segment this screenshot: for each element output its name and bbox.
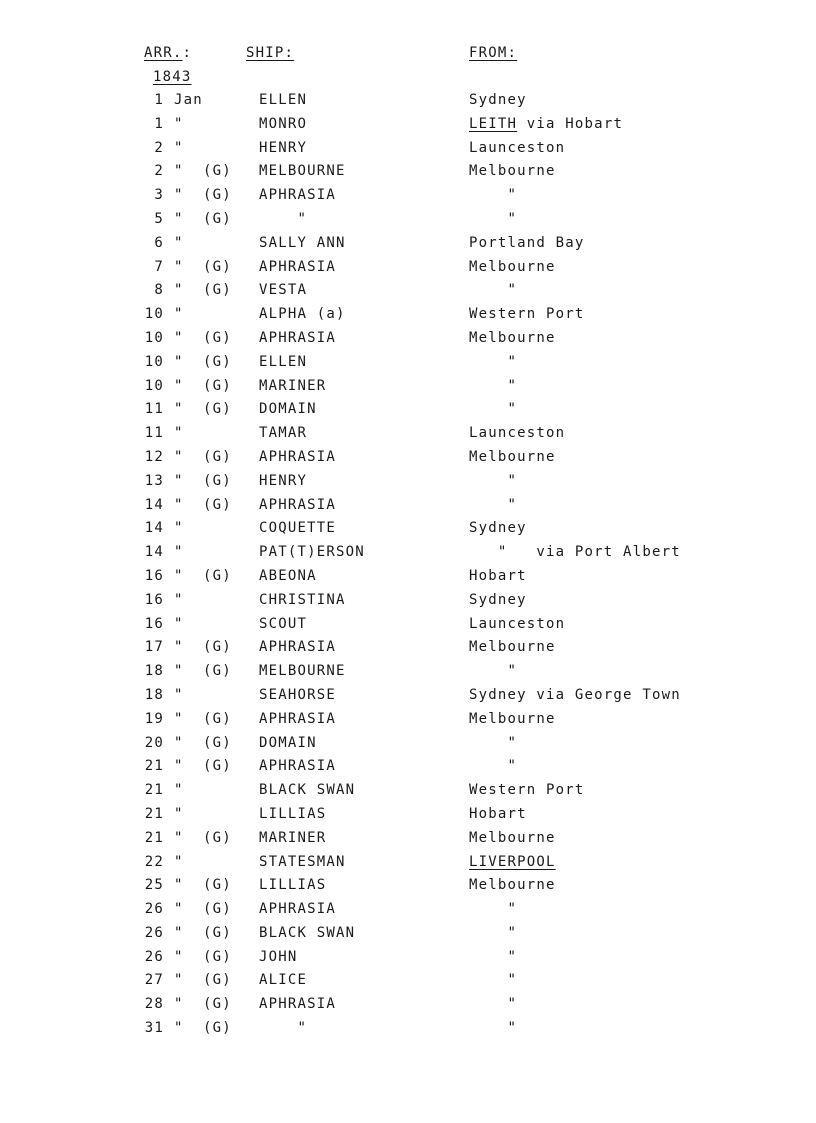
from-port-text: Launceston [469, 139, 566, 156]
ship-name: ABEONA [259, 567, 317, 584]
from-port [469, 638, 556, 656]
from-port [469, 853, 556, 871]
header-ship: SHIP: [246, 45, 295, 61]
arrival-row [0, 686, 816, 710]
from-port-text: " [469, 187, 518, 204]
arrival-g-marker: (G) [203, 877, 232, 894]
arrival-row [0, 876, 816, 900]
from-port [469, 115, 623, 133]
from-port-text: Portland Bay [469, 234, 585, 251]
arrival-month: " [174, 163, 184, 180]
arrival-month: " [174, 448, 184, 465]
from-port [469, 258, 556, 276]
arrival-row [0, 162, 816, 186]
from-port [469, 757, 517, 775]
arrival-day: 26 [144, 948, 164, 965]
arrival-g-marker: (G) [203, 163, 232, 180]
arrival-month: Jan [174, 92, 203, 108]
arrival-day: 1 [154, 115, 164, 132]
ship-name: STATESMAN [259, 853, 346, 870]
from-port-text: " [469, 496, 518, 513]
from-port-text: " [469, 924, 518, 941]
from-port [469, 615, 565, 633]
arrival-row [0, 400, 816, 424]
from-port [469, 305, 585, 323]
arrival-row [0, 305, 816, 329]
arrival-row [0, 948, 816, 972]
from-port-text: " [469, 996, 518, 1013]
arrival-g-marker: (G) [203, 901, 232, 918]
ship-name: CHRISTINA [259, 591, 346, 608]
arrival-day: 21 [144, 805, 164, 822]
arrival-row [0, 734, 816, 758]
from-port-text: " [469, 472, 518, 489]
arrival-g-marker: (G) [203, 353, 232, 370]
arrival-day: 14 [144, 544, 164, 561]
from-port [469, 829, 556, 847]
from-port-text: " [469, 1020, 518, 1037]
arrival-row [0, 805, 816, 829]
from-port-text: Western Port [469, 306, 585, 323]
from-port [469, 424, 565, 442]
arrival-day: 10 [144, 329, 164, 346]
arrival-g-marker: (G) [203, 1020, 232, 1037]
from-port-text: Launceston [469, 615, 566, 632]
arrival-month: " [174, 282, 184, 299]
arrival-month: " [174, 520, 184, 537]
ship-name: ELLEN [259, 353, 308, 370]
ship-name: APHRASIA [259, 448, 337, 465]
ship-name: APHRASIA [259, 187, 337, 204]
arrival-month: " [174, 567, 184, 584]
ship-name: MELBOURNE [259, 663, 346, 680]
header-from: FROM: [469, 45, 518, 61]
from-port [469, 329, 556, 347]
from-port-text: Sydney via George Town [469, 686, 681, 703]
arrival-g-marker: (G) [203, 924, 232, 941]
arrival-row [0, 710, 816, 734]
arrival-day: 18 [144, 686, 164, 703]
arrival-g-marker: (G) [203, 187, 232, 204]
ship-name: APHRASIA [259, 710, 337, 727]
from-port [469, 496, 517, 514]
ship-name: HENRY [259, 139, 308, 156]
arrival-day: 21 [144, 782, 164, 799]
from-port [469, 519, 527, 537]
ship-name: APHRASIA [259, 996, 337, 1013]
ship-name: LILLIAS [259, 805, 327, 822]
ship-name: MARINER [259, 377, 327, 394]
from-port-text: " [469, 401, 518, 418]
from-port [469, 377, 517, 395]
ship-name: " [259, 1020, 308, 1037]
from-port-text: Melbourne [469, 829, 556, 846]
arrival-row [0, 353, 816, 377]
from-port [469, 162, 556, 180]
ship-name: MONRO [259, 115, 308, 132]
ship-name: APHRASIA [259, 758, 337, 775]
arrival-month: " [174, 496, 184, 513]
arrival-day: 8 [154, 282, 164, 299]
year-label: 1843 [153, 69, 192, 85]
arrival-month: " [174, 877, 184, 894]
ship-name: BLACK SWAN [259, 924, 356, 941]
arrival-g-marker: (G) [203, 710, 232, 727]
arrival-row [0, 924, 816, 948]
arrival-month: " [174, 972, 184, 989]
arrival-row [0, 281, 816, 305]
arrival-month: " [174, 329, 184, 346]
from-port-text: " [469, 948, 518, 965]
arrival-day: 2 [154, 139, 164, 156]
arrival-day: 18 [144, 663, 164, 680]
arrival-day: 21 [144, 829, 164, 846]
from-port [469, 281, 517, 299]
arrival-month: " [174, 853, 184, 870]
arrival-month: " [174, 924, 184, 941]
arrival-day: 27 [144, 972, 164, 989]
arrival-g-marker: (G) [203, 948, 232, 965]
arrival-day: 21 [144, 758, 164, 775]
arrival-g-marker: (G) [203, 401, 232, 418]
arrival-row [0, 757, 816, 781]
from-port-text: Sydney [469, 591, 527, 608]
arrival-row [0, 995, 816, 1019]
from-port-text: Hobart [469, 805, 527, 822]
arrival-month: " [174, 948, 184, 965]
arrival-month: " [174, 472, 184, 489]
arrival-day: 3 [154, 187, 164, 204]
arrival-day: 6 [154, 234, 164, 251]
ship-name: APHRASIA [259, 639, 337, 656]
arrival-day: 10 [144, 306, 164, 323]
arrival-day: 2 [154, 163, 164, 180]
from-port-text: " [469, 758, 518, 775]
arrival-day: 19 [144, 710, 164, 727]
arrival-month: " [174, 234, 184, 251]
arrival-month: " [174, 258, 184, 275]
ship-name: SCOUT [259, 615, 308, 632]
ship-name: MARINER [259, 829, 327, 846]
from-port [469, 591, 527, 609]
from-port [469, 781, 585, 799]
arrival-day: 31 [144, 1020, 164, 1037]
arrival-day: 5 [154, 210, 164, 227]
arrival-day: 14 [144, 496, 164, 513]
arrival-day: 26 [144, 924, 164, 941]
arrival-month: " [174, 139, 184, 156]
from-port [469, 400, 517, 418]
arrival-day: 20 [144, 734, 164, 751]
arrival-day: 14 [144, 520, 164, 537]
arrival-row [0, 781, 816, 805]
arrival-row [0, 615, 816, 639]
arrival-month: " [174, 686, 184, 703]
from-port-underlined: LEITH [469, 115, 518, 132]
arrival-row [0, 234, 816, 258]
arrival-row [0, 91, 816, 115]
from-port [469, 353, 517, 371]
from-port [469, 686, 681, 704]
arrival-row [0, 662, 816, 686]
from-port-text: " [469, 282, 518, 299]
arrival-day: 10 [144, 377, 164, 394]
ship-name: VESTA [259, 282, 308, 299]
arrival-month: " [174, 734, 184, 751]
arrival-day: 16 [144, 615, 164, 632]
from-port-text: Launceston [469, 425, 566, 442]
arrival-day: 10 [144, 353, 164, 370]
arrival-row [0, 139, 816, 163]
from-port [469, 186, 517, 204]
from-port [469, 948, 517, 966]
from-port [469, 876, 556, 894]
arrival-month: " [174, 782, 184, 799]
arrival-row [0, 258, 816, 282]
from-port-text: " via Port Albert [469, 544, 681, 561]
from-port-text: Western Port [469, 782, 585, 799]
arrival-row [0, 424, 816, 448]
from-port [469, 210, 517, 228]
arrival-g-marker: (G) [203, 972, 232, 989]
arrival-month: " [174, 758, 184, 775]
arrivals-list [0, 91, 816, 1043]
arrival-month: " [174, 377, 184, 394]
arrival-month: " [174, 639, 184, 656]
from-port-text: " [469, 972, 518, 989]
arrival-month: " [174, 901, 184, 918]
arrival-row [0, 115, 816, 139]
arrival-month: " [174, 425, 184, 442]
header-arr-label: ARR. [144, 45, 183, 61]
arrival-day: 22 [144, 853, 164, 870]
from-port-text: Melbourne [469, 710, 556, 727]
ship-name: APHRASIA [259, 329, 337, 346]
ship-name: ALICE [259, 972, 308, 989]
ship-name: SEAHORSE [259, 686, 337, 703]
from-port-text: Melbourne [469, 163, 556, 180]
from-port [469, 91, 527, 109]
ship-name: " [259, 210, 308, 227]
arrival-g-marker: (G) [203, 758, 232, 775]
from-port-text: Sydney [469, 92, 527, 108]
arrival-day: 12 [144, 448, 164, 465]
header-arr [144, 44, 192, 62]
ship-name: APHRASIA [259, 258, 337, 275]
from-port [469, 734, 517, 752]
arrival-g-marker: (G) [203, 472, 232, 489]
ship-name: JOHN [259, 948, 298, 965]
arrival-g-marker: (G) [203, 663, 232, 680]
from-port-text: Melbourne [469, 258, 556, 275]
arrival-month: " [174, 353, 184, 370]
arrival-month: " [174, 401, 184, 418]
from-port [469, 900, 517, 918]
ship-name: MELBOURNE [259, 163, 346, 180]
header-arr-colon: : [182, 45, 193, 61]
ship-name: APHRASIA [259, 496, 337, 513]
arrival-g-marker: (G) [203, 329, 232, 346]
arrival-row [0, 519, 816, 543]
ship-name: PAT(T)ERSON [259, 544, 365, 561]
ship-name: ALPHA (a) [259, 306, 346, 323]
ship-name: DOMAIN [259, 401, 317, 418]
from-port [469, 472, 517, 490]
arrival-month: " [174, 1020, 184, 1037]
arrival-month: " [174, 996, 184, 1013]
arrival-day: 11 [144, 401, 164, 418]
arrival-row [0, 853, 816, 877]
arrival-row [0, 567, 816, 591]
arrival-row [0, 829, 816, 853]
arrival-row [0, 186, 816, 210]
from-port [469, 971, 517, 989]
arrival-day: 7 [154, 258, 164, 275]
arrival-month: " [174, 829, 184, 846]
arrival-day: 26 [144, 901, 164, 918]
ship-name: HENRY [259, 472, 308, 489]
ship-name: BLACK SWAN [259, 782, 356, 799]
ship-name: COQUETTE [259, 520, 337, 537]
arrival-g-marker: (G) [203, 496, 232, 513]
from-port-text: " [469, 377, 518, 394]
arrival-row [0, 377, 816, 401]
from-port-suffix: via Hobart [517, 115, 624, 132]
from-port-text: Sydney [469, 520, 527, 537]
arrival-day: 28 [144, 996, 164, 1013]
arrival-month: " [174, 805, 184, 822]
arrival-row [0, 971, 816, 995]
arrival-day: 16 [144, 591, 164, 608]
from-port-text: Melbourne [469, 639, 556, 656]
arrival-g-marker: (G) [203, 258, 232, 275]
from-port [469, 543, 681, 561]
from-port-text: " [469, 663, 518, 680]
arrival-month: " [174, 187, 184, 204]
arrival-month: " [174, 710, 184, 727]
from-port [469, 710, 556, 728]
arrival-day: 11 [144, 425, 164, 442]
from-port [469, 995, 517, 1013]
arrival-g-marker: (G) [203, 210, 232, 227]
arrival-month: " [174, 544, 184, 561]
arrival-day: 17 [144, 639, 164, 656]
arrival-row [0, 1019, 816, 1043]
from-port [469, 1019, 517, 1037]
arrival-g-marker: (G) [203, 639, 232, 656]
arrival-row [0, 900, 816, 924]
from-port [469, 448, 556, 466]
arrival-g-marker: (G) [203, 448, 232, 465]
arrival-row [0, 210, 816, 234]
from-port-text: " [469, 210, 518, 227]
from-port-text: " [469, 734, 518, 751]
ship-name: SALLY ANN [259, 234, 346, 251]
arrival-row [0, 496, 816, 520]
arrival-month: " [174, 615, 184, 632]
arrival-month: " [174, 591, 184, 608]
from-port-text: " [469, 353, 518, 370]
arrival-month: " [174, 115, 184, 132]
arrival-row [0, 591, 816, 615]
arrival-day: 13 [144, 472, 164, 489]
ship-name: DOMAIN [259, 734, 317, 751]
arrival-g-marker: (G) [203, 282, 232, 299]
from-port [469, 805, 527, 823]
from-port [469, 139, 565, 157]
arrival-row [0, 329, 816, 353]
from-port [469, 662, 517, 680]
arrival-g-marker: (G) [203, 734, 232, 751]
from-port [469, 234, 585, 252]
ship-name: APHRASIA [259, 901, 337, 918]
ship-name: ELLEN [259, 92, 308, 108]
arrival-g-marker: (G) [203, 377, 232, 394]
from-port-text: " [469, 901, 518, 918]
from-port-text: Melbourne [469, 448, 556, 465]
arrival-g-marker: (G) [203, 996, 232, 1013]
arrival-day: 16 [144, 567, 164, 584]
arrival-day: 25 [144, 877, 164, 894]
arrival-month: " [174, 663, 184, 680]
from-port [469, 567, 527, 585]
arrival-month: " [174, 306, 184, 323]
arrival-row [0, 472, 816, 496]
arrival-month: " [174, 210, 184, 227]
from-port-underlined: LIVERPOOL [469, 853, 556, 870]
from-port-text: Melbourne [469, 329, 556, 346]
ship-name: LILLIAS [259, 877, 327, 894]
ship-name: TAMAR [259, 425, 308, 442]
arrival-row [0, 448, 816, 472]
arrival-g-marker: (G) [203, 829, 232, 846]
arrival-row [0, 543, 816, 567]
arrival-g-marker: (G) [203, 567, 232, 584]
from-port-text: Hobart [469, 567, 527, 584]
arrival-row [0, 638, 816, 662]
arrival-day: 1 [154, 92, 164, 108]
from-port [469, 924, 517, 942]
from-port-text: Melbourne [469, 877, 556, 894]
